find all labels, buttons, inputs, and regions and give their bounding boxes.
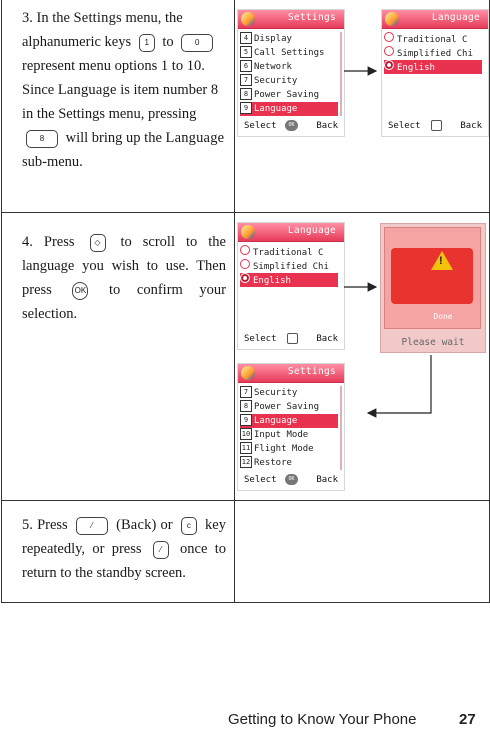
menu-label: Restore <box>254 458 292 468</box>
menu-item-selected <box>240 102 338 116</box>
menu-number: 4 <box>240 32 252 44</box>
menu-item <box>240 32 338 46</box>
screen-titlebar <box>238 364 344 383</box>
text-run: Press <box>37 517 72 533</box>
settings-screen-bottom <box>237 363 345 491</box>
text-run: menu, the alphanumeric keys <box>22 10 183 50</box>
text-run: ( <box>111 517 121 533</box>
ui-term: Settings <box>73 10 122 26</box>
screen-title: Settings <box>287 12 336 23</box>
menu-item-selected <box>384 60 482 74</box>
select-softkey: Select <box>244 475 277 485</box>
scrollbar <box>340 32 342 116</box>
menu-label: English <box>253 276 291 286</box>
text-run: to <box>158 34 178 50</box>
settings-logo-icon <box>241 366 255 380</box>
text-run: once to return to the standby screen. <box>22 541 226 581</box>
menu-item <box>240 456 338 470</box>
menu-item <box>240 442 338 456</box>
settings-logo-icon <box>241 225 255 239</box>
menu-label: Simplified Chi <box>397 49 473 59</box>
text-run: to confirm your selection. <box>22 282 226 322</box>
footer-title: Getting to Know Your Phone <box>228 711 417 728</box>
menu-label: Flight Mode <box>254 444 314 454</box>
step-4-text <box>22 230 226 326</box>
menu-number: 5 <box>240 46 252 58</box>
radio-icon <box>240 259 250 269</box>
softkey-bar <box>238 474 344 488</box>
menu-label: Input Mode <box>254 430 309 440</box>
settings-logo-icon <box>241 12 255 26</box>
nav-key-icon <box>431 120 442 131</box>
menu-number: 6 <box>240 60 252 72</box>
screen-title: Settings <box>287 366 336 377</box>
menu-item <box>240 60 338 74</box>
ok-icon: OK <box>285 474 298 485</box>
radio-icon <box>384 46 394 56</box>
menu-item-selected <box>240 273 338 287</box>
menu-number: 8 <box>240 88 252 100</box>
menu-item <box>240 46 338 60</box>
menu-item <box>240 428 338 442</box>
screen-title: Language <box>431 12 480 23</box>
menu-label: Simplified Chi <box>253 262 329 272</box>
text-run: to scroll to the language you wish to use. Then press <box>22 234 226 298</box>
ui-term: Language <box>57 82 117 98</box>
menu-number: 10 <box>241 430 251 438</box>
back-softkey: Back <box>316 334 338 344</box>
step-number: 4. <box>22 234 33 250</box>
scroll-key-icon: ◇ <box>90 234 106 252</box>
menu-label: Power Saving <box>254 90 320 100</box>
radio-selected-icon <box>384 60 394 70</box>
text-run: represent menu options 1 to 10. Since <box>22 58 205 98</box>
menu-label: English <box>397 63 435 73</box>
end-key-icon: ⁄ <box>153 541 169 559</box>
screen-titlebar <box>238 223 344 242</box>
menu-item <box>240 259 338 273</box>
step-number: 3. <box>22 10 33 26</box>
menu-label: Power Saving <box>254 402 320 412</box>
menu-label: Traditional C <box>253 248 324 258</box>
column-divider <box>234 213 235 500</box>
menu-item <box>240 386 338 400</box>
menu-item <box>240 88 338 102</box>
please-wait-text: Please wait <box>401 337 465 348</box>
menu-label: Language <box>254 416 298 426</box>
select-softkey: Select <box>244 334 277 344</box>
menu-label: Traditional C <box>397 35 468 45</box>
menu-number: 7 <box>240 386 252 398</box>
done-message: Done <box>433 312 453 321</box>
settings-logo-icon <box>385 12 399 26</box>
text-run: ) or <box>151 517 177 533</box>
ui-term: Language <box>165 130 225 146</box>
language-menu <box>240 245 338 287</box>
c-key-icon: c <box>181 517 197 535</box>
text-run: In the <box>36 10 74 26</box>
settings-menu <box>240 386 338 470</box>
select-softkey: Select <box>244 121 277 131</box>
language-menu <box>384 32 482 74</box>
page-number: 27 <box>459 711 476 728</box>
menu-label: Language <box>254 104 298 114</box>
menu-number: 9 <box>240 102 252 114</box>
screen-title: Language <box>287 225 336 236</box>
menu-number: 12 <box>241 458 251 466</box>
back-softkey: Back <box>460 121 482 131</box>
step-5-text <box>22 513 226 585</box>
step-number: 5. <box>22 517 33 533</box>
ok-icon: OK <box>285 120 298 131</box>
menu-label: Security <box>254 388 298 398</box>
language-screen-top <box>381 9 489 137</box>
menu-item <box>240 245 338 259</box>
language-screen-mid <box>237 222 345 350</box>
menu-item <box>384 46 482 60</box>
key-9-icon: 8 <box>26 130 58 148</box>
menu-item <box>240 400 338 414</box>
settings-menu <box>240 32 338 116</box>
back-softkey: Back <box>316 121 338 131</box>
key-1-icon: 1 <box>139 34 155 52</box>
menu-label: Network <box>254 62 292 72</box>
menu-number: 8 <box>240 400 252 412</box>
text-run: sub-menu. <box>22 154 83 170</box>
softkey-bar <box>238 120 344 134</box>
menu-number: 11 <box>241 444 251 452</box>
softkey-bar <box>382 120 488 134</box>
ui-term: Back <box>120 517 152 533</box>
screen-titlebar <box>238 10 344 29</box>
done-screen <box>380 223 486 353</box>
radio-icon <box>240 245 250 255</box>
menu-item <box>240 74 338 88</box>
softkey-bar <box>238 333 344 347</box>
text-run: is item number 8 in the Settings menu, pressing <box>22 82 219 122</box>
screen-titlebar <box>382 10 488 29</box>
menu-item <box>384 32 482 46</box>
column-divider <box>234 0 235 212</box>
scrollbar <box>340 386 342 470</box>
key-0-icon: 0 <box>181 34 213 52</box>
back-softkey: Back <box>316 475 338 485</box>
ok-key-icon: OK <box>72 282 88 300</box>
menu-number: 7 <box>240 74 252 86</box>
text-run: key repeatedly, or press <box>22 517 226 557</box>
radio-selected-icon <box>240 273 250 283</box>
exclamation-icon: ! <box>439 255 443 267</box>
menu-label: Call Settings <box>254 48 325 58</box>
menu-number: 9 <box>240 414 252 426</box>
text-run: Press <box>43 234 86 250</box>
settings-screen-top <box>237 9 345 137</box>
menu-label: Display <box>254 34 292 44</box>
text-run: will bring up the <box>62 130 166 146</box>
step-3-text <box>22 6 226 174</box>
select-softkey: Select <box>388 121 421 131</box>
right-soft-key-icon: ⁄ <box>76 517 108 535</box>
radio-icon <box>384 32 394 42</box>
column-divider <box>234 501 235 602</box>
menu-label: Security <box>254 76 298 86</box>
done-dialog <box>391 248 473 321</box>
nav-key-icon <box>287 333 298 344</box>
menu-item-selected <box>240 414 338 428</box>
